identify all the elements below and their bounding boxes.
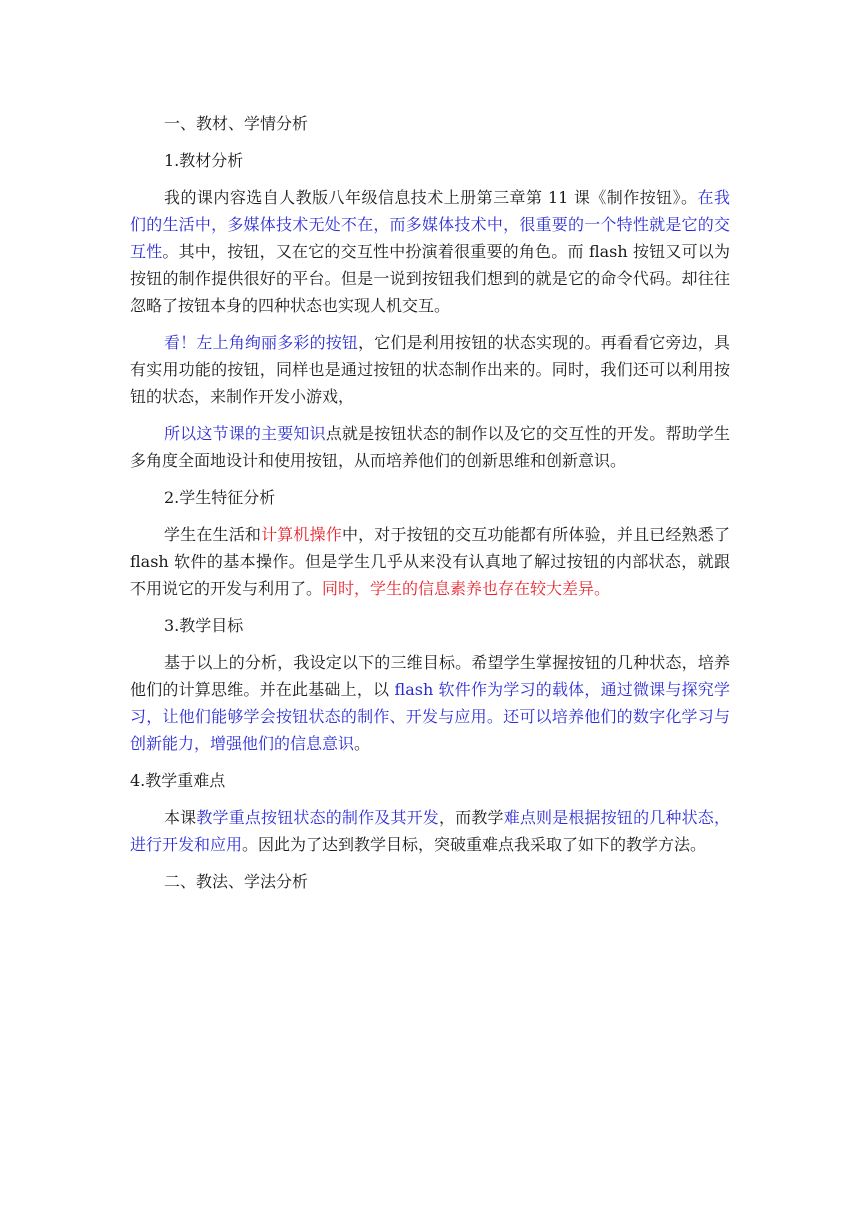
paragraph-key-difficult-points (130, 804, 730, 858)
text-run: 。因此为了达到教学目标，突破重难点我采取了如下的教学方法。 (242, 835, 707, 854)
subheading-textbook-analysis: 1.教材分析 (164, 151, 244, 170)
paragraph-student-analysis (130, 521, 730, 602)
highlight-red: 计算机操作 (261, 525, 342, 544)
highlight-blue: 在我们的生活中，多媒体技术无处不在，而多媒体技术中，很重要的一个特性就是它的交互性 (130, 188, 730, 261)
text-run: 基于以上的分析，我设定以下的三维目标。希望学生掌握按钮的几种状态，培养他们的计算思维。并在此基础上，以 (130, 653, 730, 699)
text-run: 本课 (164, 808, 197, 827)
highlight-blue: 教学重点按钮状态的制作及其开发 (196, 808, 439, 827)
paragraph-key-knowledge (130, 420, 730, 474)
paragraph-teaching-goals (130, 649, 730, 757)
text-run: ，它们是利用按钮的状态实现的。再看看它旁边，具有实用功能的按钮，同样也是通过按钮的状态制作出来的。同时，我们还可以利用按钮的状态，来制作开发小游戏， (130, 333, 730, 406)
text-run: ，而教学 (438, 808, 504, 827)
text-run: 我的课内容选自人教版八年级信息技术上册第三章第 11 课《制作按钮》。 (164, 188, 698, 207)
highlight-blue: 难点则是根据按钮的几种状态，进行开发和应用 (130, 808, 730, 854)
subheading-key-difficult-points: 4.教学重难点 (130, 771, 226, 790)
highlight-blue: 所以这节课的主要知识 (164, 424, 326, 443)
highlight-blue: flash 软件作为学习的载体，通过微课与探究学习，让他们能够学会按钮状态的制作、开发与应用。还可以培养他们的数字化学习与创新能力，增强他们的信息意识 (130, 680, 730, 753)
text-run: 学生在生活和 (164, 525, 262, 544)
section-heading-2: 二、教法、学法分析 (164, 872, 309, 891)
subheading-teaching-goals: 3.教学目标 (164, 616, 244, 635)
text-run: 点就是按钮状态的制作以及它的交互性的开发。帮助学生多角度全面地设计和使用按钮，从而培养他们的创新思维和创新意识。 (130, 424, 730, 470)
paragraph-buttons-example (130, 329, 730, 410)
highlight-blue: 看！左上角绚丽多彩的按钮 (164, 333, 359, 352)
document-page (130, 110, 730, 895)
text-run: 中，对于按钮的交互功能都有所体验，并且已经熟悉了 flash 软件的基本操作。但是学生几乎从来没有认真地了解过按钮的内部状态，就跟不用说它的开发与利用了。 (130, 525, 730, 598)
section-heading-1: 一、教材、学情分析 (164, 114, 309, 133)
subheading-student-analysis: 2.学生特征分析 (164, 488, 276, 507)
highlight-red: 同时，学生的信息素养也存在较大差异。 (322, 579, 611, 598)
paragraph-textbook-analysis (130, 184, 730, 319)
text-run: 。其中，按钮，又在它的交互性中扮演着很重要的角色。而 flash 按钮又可以为按钮的制作提供很好的平台。但是一说到按钮我们想到的就是它的命令代码。却往往忽略了按钮本身的四种状态也实现人机交互。 (130, 242, 730, 315)
text-run: 。 (354, 734, 371, 753)
